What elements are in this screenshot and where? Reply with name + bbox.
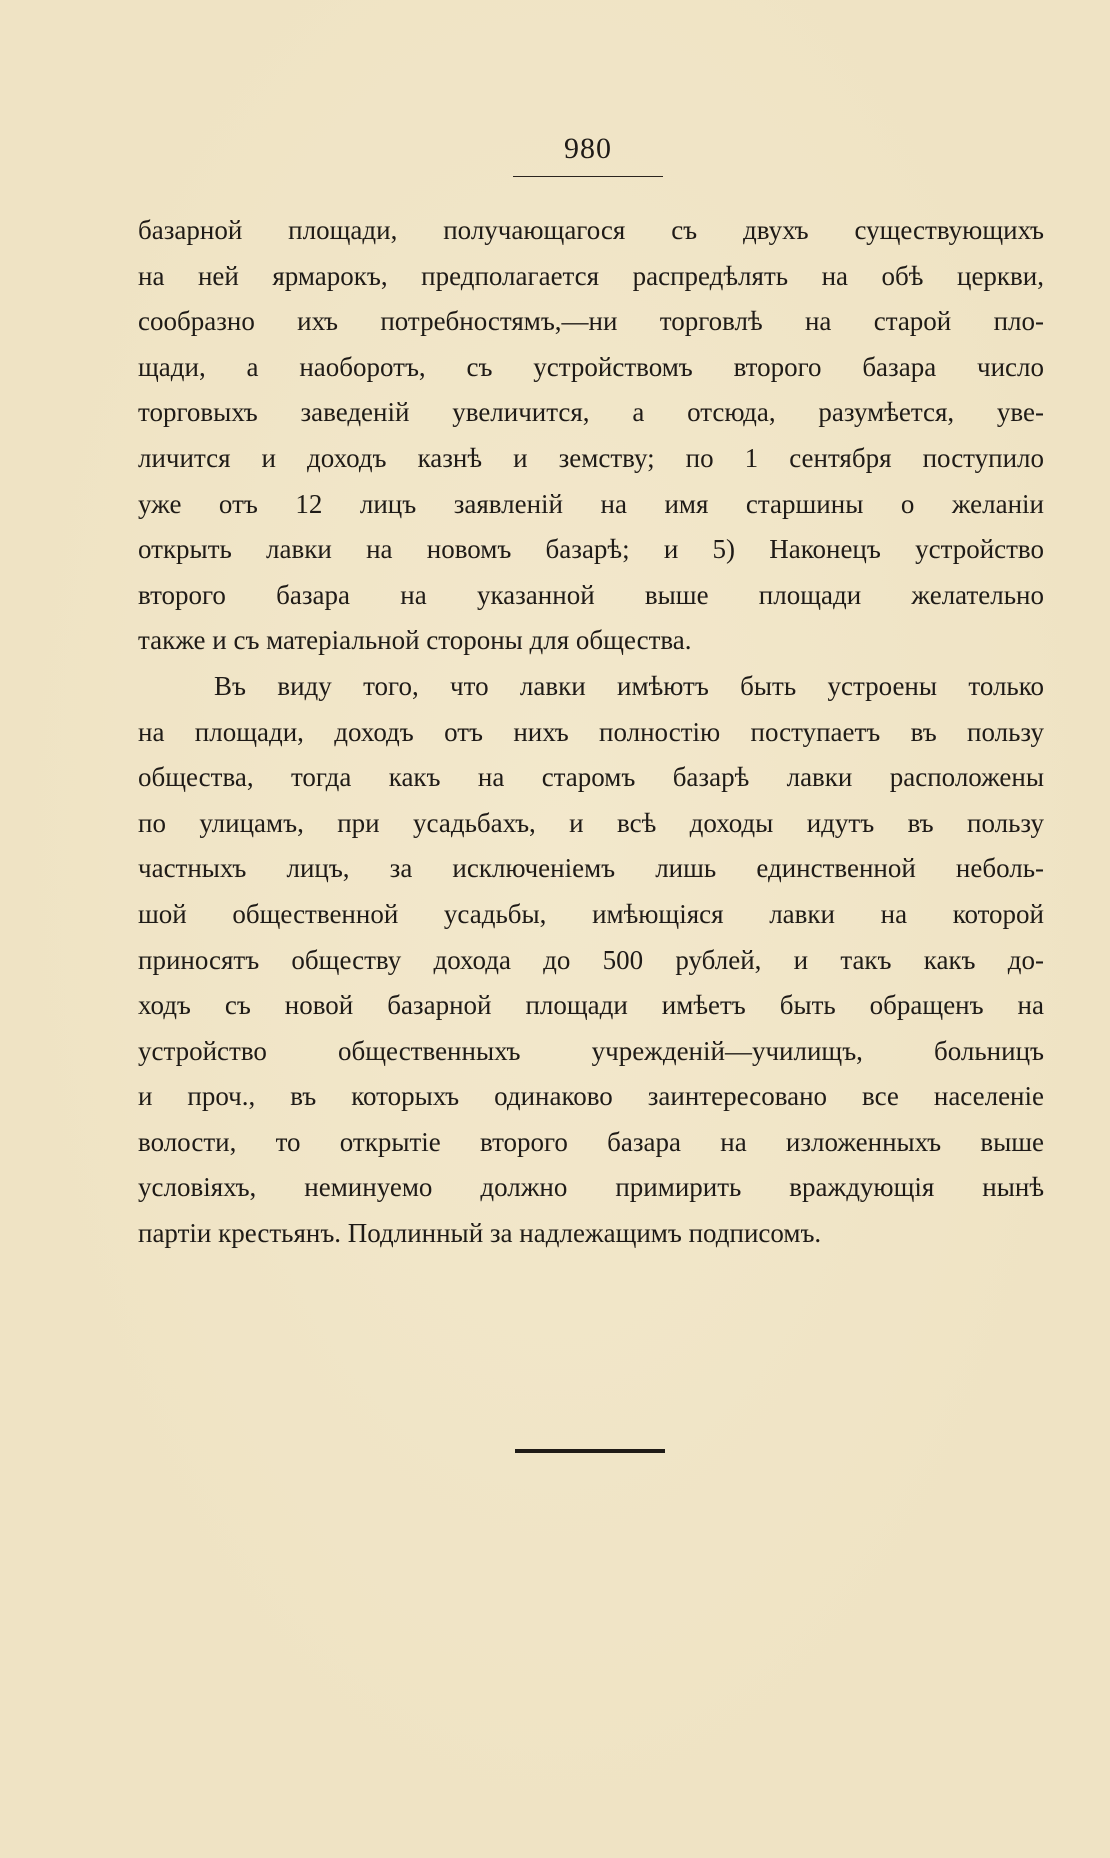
text-line: устройство общественныхъ учрежденій—училищъ, больницъ [138, 1035, 1044, 1066]
text-line: партіи крестьянъ. Подлинный за надлежащимъ подписомъ. [138, 1218, 822, 1249]
paragraph-2 [138, 664, 1044, 1257]
text-line: также и съ матеріальной стороны для общества. [138, 625, 692, 656]
text-line: ходъ съ новой базарной площади имѣетъ быть обращенъ на [138, 990, 1044, 1021]
page-number-underline [513, 176, 663, 177]
text-line: Въ виду того, что лавки имѣютъ быть устроены только [214, 670, 1044, 701]
text-line: приносятъ обществу дохода до 500 рублей, и такъ какъ до- [138, 944, 1044, 975]
page-header [512, 132, 664, 177]
text-line: волости, то открытіе второго базара на изложенныхъ выше [138, 1126, 1044, 1157]
text-line: торговыхъ заведеній увеличится, а отсюда, разумѣется, уве- [138, 397, 1044, 428]
text-line: сообразно ихъ потребностямъ,—ни торговлѣ на старой пло- [138, 306, 1044, 337]
text-line: открыть лавки на новомъ базарѣ; и 5) Наконецъ устройство [138, 534, 1044, 565]
text-line: по улицамъ, при усадьбахъ, и всѣ доходы идутъ въ пользу [138, 807, 1044, 838]
text-line: на ней ярмарокъ, предполагается распредѣлять на обѣ церкви, [138, 260, 1044, 291]
text-line: щади, а наоборотъ, съ устройствомъ второго базара число [138, 351, 1044, 382]
text-line: и проч., въ которыхъ одинаково заинтересовано все населеніе [138, 1081, 1044, 1112]
text-line: условіяхъ, неминуемо должно примирить враждующія нынѣ [138, 1172, 1044, 1203]
text-line: на площади, доходъ отъ нихъ полностію поступаетъ въ пользу [138, 716, 1044, 747]
text-line: базарной площади, получающагося съ двухъ существующихъ [138, 215, 1044, 245]
text-line: личится и доходъ казнѣ и земству; по 1 сентября поступило [138, 442, 1044, 473]
page-number: 980 [564, 132, 612, 165]
paragraph-1 [138, 208, 1044, 664]
text-line: уже отъ 12 лицъ заявленій на имя старшины о желаніи [138, 488, 1044, 519]
text-line: шой общественной усадьбы, имѣющіяся лавки на которой [138, 898, 1044, 929]
text-line: частныхъ лицъ, за исключеніемъ лишь единственной неболь- [138, 853, 1044, 884]
body-text [138, 208, 1044, 1257]
text-line: второго базара на указанной выше площади желательно [138, 579, 1044, 610]
text-line: общества, тогда какъ на старомъ базарѣ лавки расположены [138, 762, 1044, 793]
section-end-rule [515, 1449, 665, 1453]
